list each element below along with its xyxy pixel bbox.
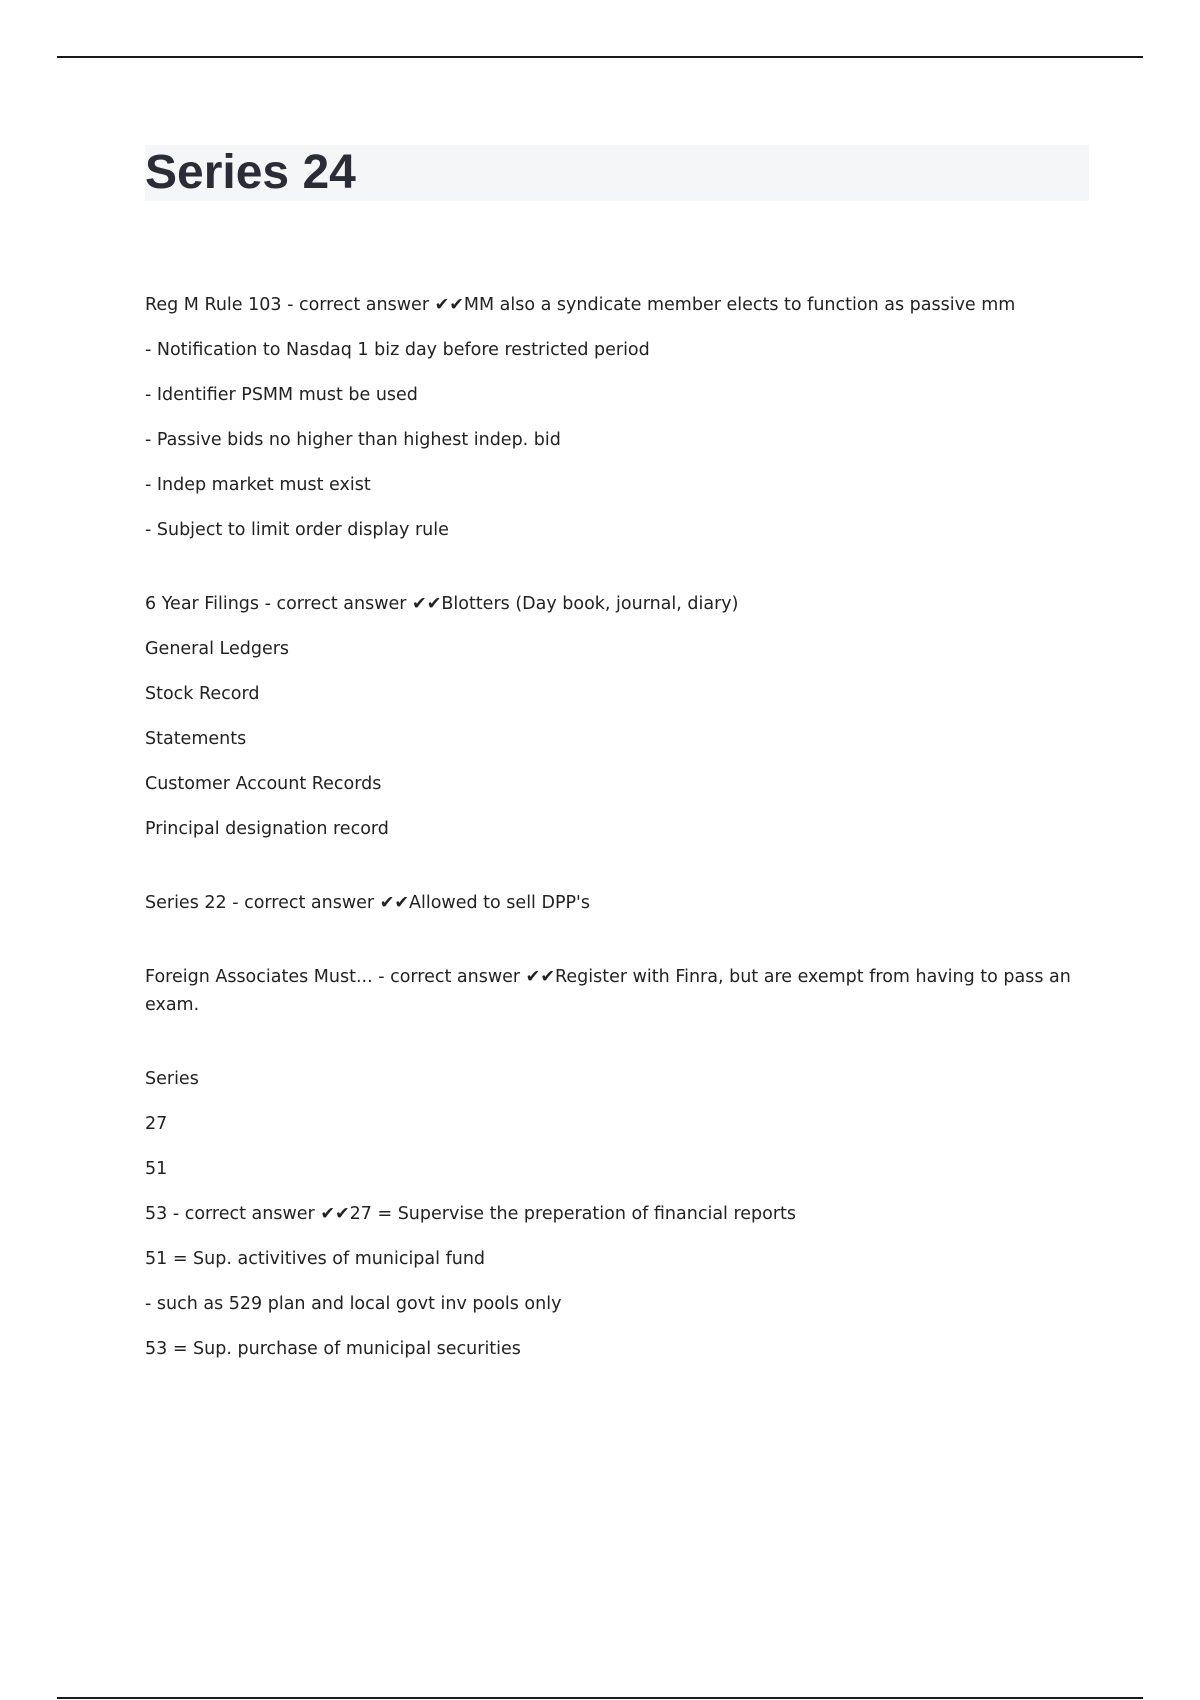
flashcard-line: Stock Record: [145, 684, 260, 704]
footer-rule: [57, 1697, 1143, 1699]
flashcard-line: Series: [145, 1069, 199, 1089]
flashcard-line: - Identifier PSMM must be used: [145, 385, 418, 405]
flashcard-series-22: [145, 889, 1085, 917]
flashcard-line: 51 = Sup. activitives of municipal fund: [145, 1249, 486, 1269]
flashcard-6-year-filings: [145, 590, 1085, 843]
flashcard-line: Foreign Associates Must... - correct answer ✔✔Register with Finra, but are exempt from having to pass an exam.: [145, 967, 1071, 1015]
flashcard-reg-m-rule-103: [145, 291, 1085, 544]
flashcard-line: Series 22 - correct answer ✔✔Allowed to sell DPP's: [145, 893, 590, 913]
flashcard-line: 27: [145, 1114, 168, 1134]
flashcard-line: General Ledgers: [145, 639, 290, 659]
flashcard-line: 51: [145, 1159, 168, 1179]
page-title: Series 24: [145, 146, 356, 199]
flashcard-line: Statements: [145, 729, 247, 749]
flashcard-series-27-51-53: [145, 1065, 1085, 1363]
flashcard-line: 53 = Sup. purchase of municipal securities: [145, 1339, 521, 1359]
flashcard-line: - such as 529 plan and local govt inv pools only: [145, 1294, 562, 1314]
flashcard-line: Reg M Rule 103 - correct answer ✔✔MM also a syndicate member elects to function as passive mm: [145, 295, 1016, 315]
flashcard-line: - Subject to limit order display rule: [145, 520, 449, 540]
flashcard-line: - Notification to Nasdaq 1 biz day before restricted period: [145, 340, 650, 360]
flashcard-line: - Passive bids no higher than highest indep. bid: [145, 430, 561, 450]
flashcard-line: - Indep market must exist: [145, 475, 371, 495]
flashcard-foreign-associates: [145, 963, 1085, 1019]
flashcard-line: Principal designation record: [145, 819, 389, 839]
flashcard-line: 53 - correct answer ✔✔27 = Supervise the preperation of financial reports: [145, 1204, 797, 1224]
flashcard-line: 6 Year Filings - correct answer ✔✔Blotters (Day book, journal, diary): [145, 594, 739, 614]
header-rule: [57, 56, 1143, 58]
flashcard-line: Customer Account Records: [145, 774, 382, 794]
document-body: [145, 291, 1085, 1409]
